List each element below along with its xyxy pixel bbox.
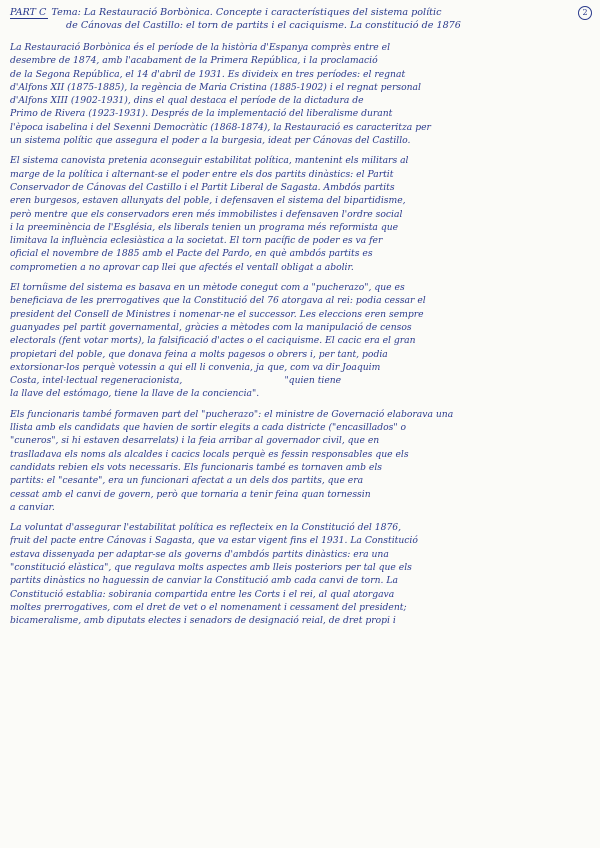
text-line: extorsionar-los perquè votessin a qui ell li convenia, ja que, com va dir Joaquim (10, 361, 381, 373)
paragraph-3 (10, 281, 590, 401)
text-line: i la preeminència de l'Església, els liberals tenien un programa més reformista que (10, 221, 399, 233)
text-line: un sistema polític que assegura el poder a la burgesia, ideat per Cánovas del Castillo. (10, 135, 411, 147)
text-line: La Restauració Borbònica és el període de la història d'Espanya comprès entre el (10, 42, 391, 53)
text-line: Els funcionaris també formaven part del "pucherazo": el ministre de Governació elaborava una (10, 408, 454, 420)
text-line: guanyades pel partit governamental, gràcies a mètodes com la manipulació de censos (10, 321, 412, 333)
text-line: candidats rebien els vots necessaris. Els funcionaris també es tornaven amb els (10, 461, 382, 473)
text-line: eren burgesos, estaven allunyats del poble, i defensaven el sistema del bipartidisme, (10, 195, 406, 207)
text-line: de la Segona República, el 14 d'abril de 1931. Es divideix en tres períodes: el regnat (10, 68, 406, 80)
text-line: l'època isabelina i del Sexenni Democràtic (1868-1874), la Restauració es caracteritza per (10, 121, 431, 133)
header (10, 6, 590, 32)
text-line: moltes prerrogatives, com el dret de vet o el nomenament i cessament del president; (10, 601, 407, 613)
text-line: El sistema canovista pretenia aconseguir estabilitat política, mantenint els militars al (10, 155, 409, 167)
text-line: limitava la influència eclesiàstica a la societat. El torn pacífic de poder es va fer (10, 235, 383, 247)
paragraph-2 (10, 154, 590, 274)
text-line: oficial el novembre de 1885 amb el Pacte del Pardo, en què ambdós partits es (10, 248, 373, 260)
text-line: beneficiava de les prerrogatives que la Constitució del 76 atorgava al rei: podia cessar el (10, 295, 426, 307)
text-line: d'Alfons XII (1875-1885), la regència de Maria Cristina (1885-1902) i el regnat personal (10, 81, 421, 93)
text-line: marge de la política i alternant-se el poder entre els dos partits dinàstics: el Partit (10, 168, 394, 180)
body-text (10, 41, 590, 627)
text-line: traslladava els noms als alcaldes i cacics locals perquè es fessin responsables que els (10, 448, 409, 460)
topic-title: Tema: La Restauració Borbònica. Concepte i característiques del sistema polític (51, 7, 442, 18)
text-line: president del Consell de Ministres i nomenar-ne el successor. Les eleccions eren sempre (10, 308, 424, 320)
text-line: "cuneros", si hi estaven desarrelats) i la feia arribar al governador civil, que en (10, 435, 380, 447)
text-line: la llave del estómago, tiene la llave de la conciencia". (10, 388, 260, 400)
text-line: propietari del poble, que donava feina a molts pagesos o obrers i, per tant, podia (10, 348, 388, 360)
part-label: PART C (10, 7, 47, 18)
text-line: llista amb els candidats que havien de sortir elegits a cada districte ("encasillados" o (10, 422, 407, 434)
text-line: estava dissenyada per adaptar-se als governs d'ambdós partits dinàstics: era una (10, 548, 389, 560)
paragraph-4 (10, 408, 590, 514)
text-line: comprometien a no aprovar cap llei que afectés el ventall obligat a abolir. (10, 261, 354, 273)
text-line: partits: el "cesante", era un funcionari afectat a un dels dos partits, que era (10, 475, 364, 487)
text-line: Constitució establia: sobirania compartida entre les Corts i el rei, al qual atorgava (10, 588, 395, 600)
text-line: Costa, intel·lectual regeneracionista, "quien tiene (10, 375, 342, 387)
text-line: d'Alfons XIII (1902-1931), dins el qual destaca el període de la dictadura de (10, 95, 364, 107)
header-line-2: de Cánovas del Castillo: el torn de partits i el caciquisme. La constitució de 1876 (66, 20, 461, 31)
text-line: Conservador de Cánovas del Castillo i el Partit Liberal de Sagasta. Ambdós partits (10, 181, 395, 193)
text-line: Primo de Rivera (1923-1931). Després de la implementació del liberalisme durant (10, 108, 393, 120)
paragraph-5 (10, 521, 590, 627)
text-line: electorals (fent votar morts), la falsificació d'actes o el caciquisme. El cacic era el gran (10, 335, 416, 347)
paragraph-1 (10, 41, 590, 147)
text-line: partits dinàstics no haguessin de canviar la Constitució amb cada canvi de torn. La (10, 575, 398, 587)
text-line: bicameralisme, amb diputats electes i senadors de designació reial, de dret propi i (10, 615, 396, 627)
text-line: El torníisme del sistema es basava en un mètode conegut com a "pucherazo", que es (10, 282, 405, 294)
header-line-1 (10, 6, 590, 19)
text-line: "constitució elàstica", que regulava molts aspectes amb lleis posteriors per tal que els (10, 561, 412, 573)
text-line: a canviar. (10, 501, 55, 513)
text-line: desembre de 1874, amb l'acabament de la Primera República, i la proclamació (10, 55, 378, 67)
text-line: però mentre que els conservadors eren més immobilistes i defensaven l'ordre social (10, 208, 403, 220)
text-line: cessat amb el canvi de govern, però que tornaria a tenir feina quan tornessin (10, 488, 371, 500)
text-line: La voluntat d'assegurar l'estabilitat política es reflecteix en la Constitució del 1876, (10, 522, 402, 534)
page-number: 2 (578, 6, 592, 20)
text-line: fruit del pacte entre Cánovas i Sagasta, que va estar vigent fins el 1931. La Constitució (10, 535, 418, 547)
